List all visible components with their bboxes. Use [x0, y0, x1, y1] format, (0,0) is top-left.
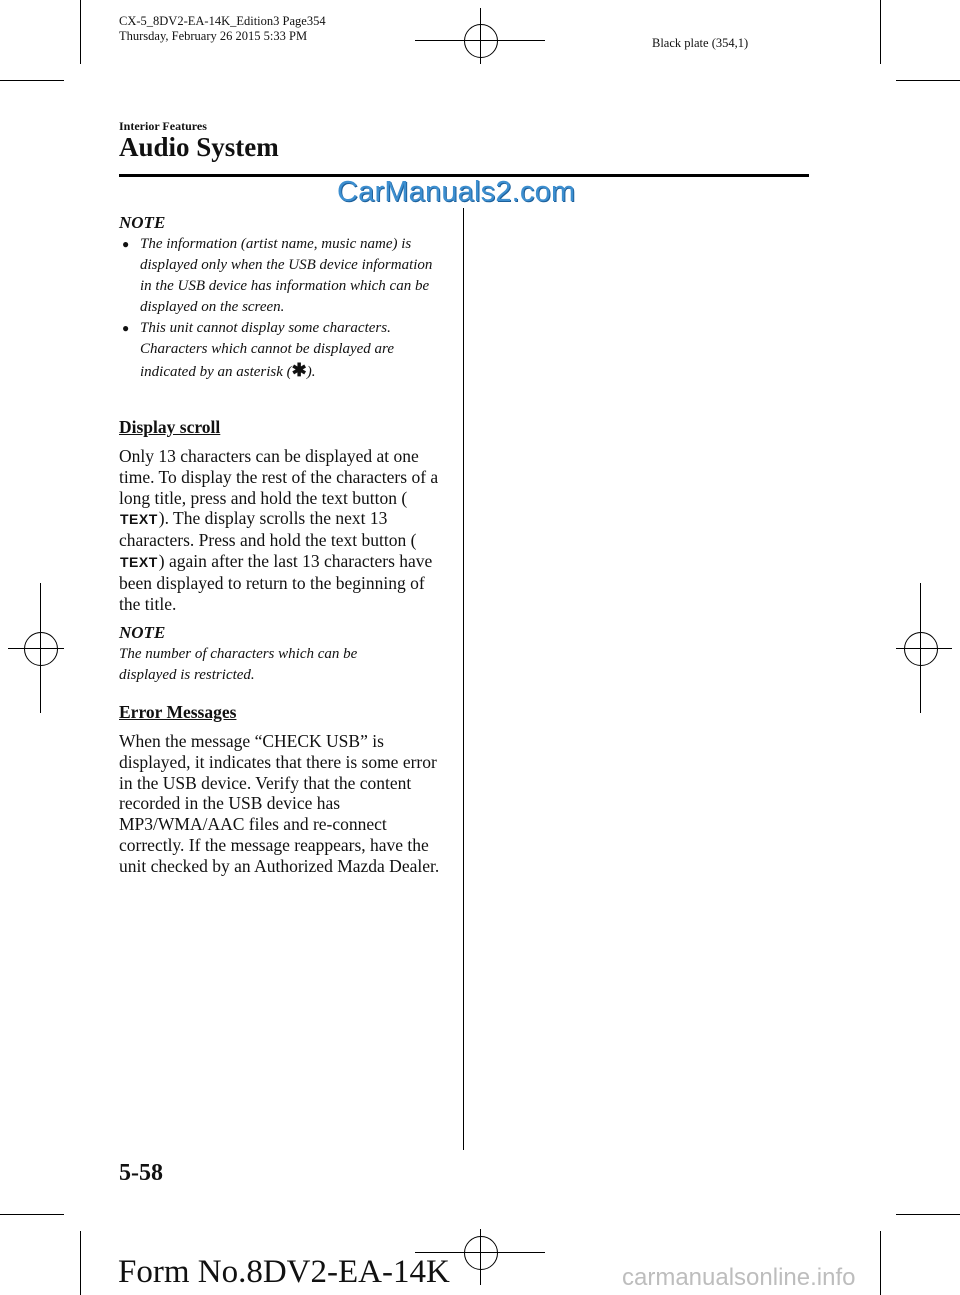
plate-line-1: CX-5_8DV2-EA-14K_Edition3 Page354	[119, 14, 326, 28]
text-button-icon: TEXT	[120, 511, 158, 528]
note-bullet-1	[119, 234, 440, 318]
form-number: Form No.8DV2-EA-14K	[118, 1254, 450, 1290]
bullet-icon: ●	[122, 321, 130, 335]
display-scroll-text-3: ) again after the last 13 characters have been displayed to return to the beginning of the title.	[119, 550, 433, 614]
plate-info	[119, 14, 326, 44]
error-messages-paragraph: When the message “CHECK USB” is displayed, it indicates that there is some error in the USB device. Verify that the content recorded in the USB device has MP3/WMA/AAC files and re-connect correctly. If the message reappears, have the unit checked by an Authorized Mazda Dealer.	[119, 731, 440, 876]
column-divider	[463, 208, 464, 1150]
display-scroll-heading: Display scroll	[119, 417, 221, 437]
page-number: 5-58	[119, 1160, 163, 1186]
display-scroll-paragraph	[119, 446, 444, 614]
note-bullet-2	[119, 318, 440, 383]
display-scroll-text-1: Only 13 characters can be displayed at one time. To display the rest of the characters of a long title, press and hold the text button (	[119, 446, 439, 508]
note-heading: NOTE	[119, 623, 166, 642]
error-messages-heading: Error Messages	[119, 702, 237, 722]
text-button-icon: TEXT	[120, 553, 158, 570]
error-messages-section	[119, 702, 439, 877]
plate-label: Black plate (354,1)	[652, 36, 749, 50]
section-label: Interior Features	[119, 119, 207, 133]
asterisk-icon: ✱	[291, 360, 307, 380]
note-2-text: The number of characters which can be displayed is restricted.	[119, 646, 358, 683]
note-bullet-1-text: The information (artist name, music name) is displayed only when the USB device information in the USB device has information which can be displayed on the screen.	[140, 236, 433, 315]
plate-line-2: Thursday, February 26 2015 5:33 PM	[119, 29, 308, 43]
note-block-2	[119, 623, 439, 686]
note-bullet-2-text-b: ).	[306, 364, 316, 380]
display-scroll-text-2: ). The display scrolls the next 13 characters. Press and hold the text button (	[119, 508, 417, 551]
note-heading: NOTE	[119, 213, 166, 232]
page-title: Audio System	[119, 132, 279, 162]
watermark-top: CarManuals2.com	[337, 176, 576, 208]
display-scroll-section	[119, 417, 439, 614]
watermark-bottom: carmanualsonline.info	[622, 1264, 856, 1291]
note-block-1	[119, 213, 439, 383]
note-bullet-2-text-a: This unit cannot display some characters. Characters which cannot be displayed are indicated by an asterisk (	[140, 320, 394, 380]
bullet-icon: ●	[122, 237, 130, 251]
